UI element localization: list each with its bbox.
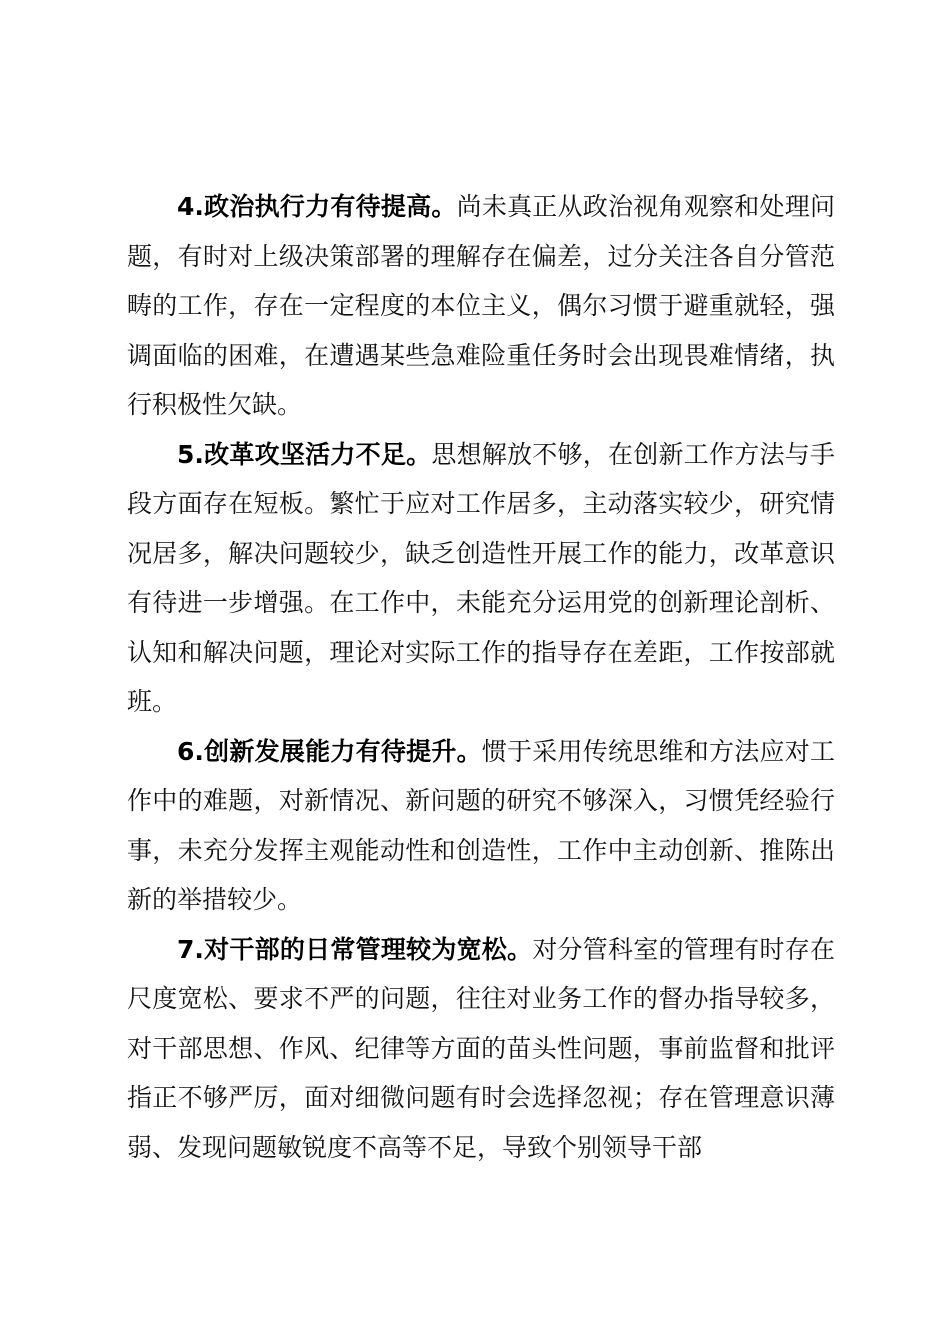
document-body [127, 182, 835, 1172]
paragraph-text: 尚未真正从政治视角观察和处理问题，有时对上级决策部署的理解存在偏差，过分关注各自分管范畴的工作，存在一定程度的本位主义，偶尔习惯于避重就轻，强调面临的困难，在遭遇某些急难险重任务时会出现畏难情绪，执行积极性欠缺。 [127, 192, 835, 419]
paragraph-item-7 [127, 925, 835, 1173]
paragraph-heading: 7.对干部的日常管理较为宽松。 [177, 934, 533, 964]
paragraph-heading: 6.创新发展能力有待提升。 [177, 736, 482, 766]
paragraph-text: 思想解放不够，在创新工作方法与手段方面存在短板。繁忙于应对工作居多，主动落实较少，研究情况居多，解决问题较少，缺乏创造性开展工作的能力，改革意识有待进一步增强。在工作中，未能充分运用党的创新理论剖析、认知和解决问题，理论对实际工作的指导存在差距，工作按部就班。 [127, 439, 835, 716]
paragraph-heading: 4.政治执行力有待提高。 [177, 192, 457, 221]
paragraph-item-6 [127, 727, 835, 925]
paragraph-item-5 [127, 430, 835, 727]
paragraph-item-4 [127, 182, 835, 430]
paragraph-heading: 5.改革攻坚活力不足。 [177, 439, 432, 469]
paragraph-text: 对分管科室的管理有时存在尺度宽松、要求不严的问题，往往对业务工作的督办指导较多，对干部思想、作风、纪律等方面的苗头性问题，事前监督和批评指正不够严厉，面对细微问题有时会选择忽视；存在管理意识薄弱、发现问题敏锐度不高等不足，导致个别领导干部 [127, 934, 835, 1162]
paragraph-text: 惯于采用传统思维和方法应对工作中的难题，对新情况、新问题的研究不够深入，习惯凭经验行事，未充分发挥主观能动性和创造性，工作中主动创新、推陈出新的举措较少。 [127, 736, 835, 914]
